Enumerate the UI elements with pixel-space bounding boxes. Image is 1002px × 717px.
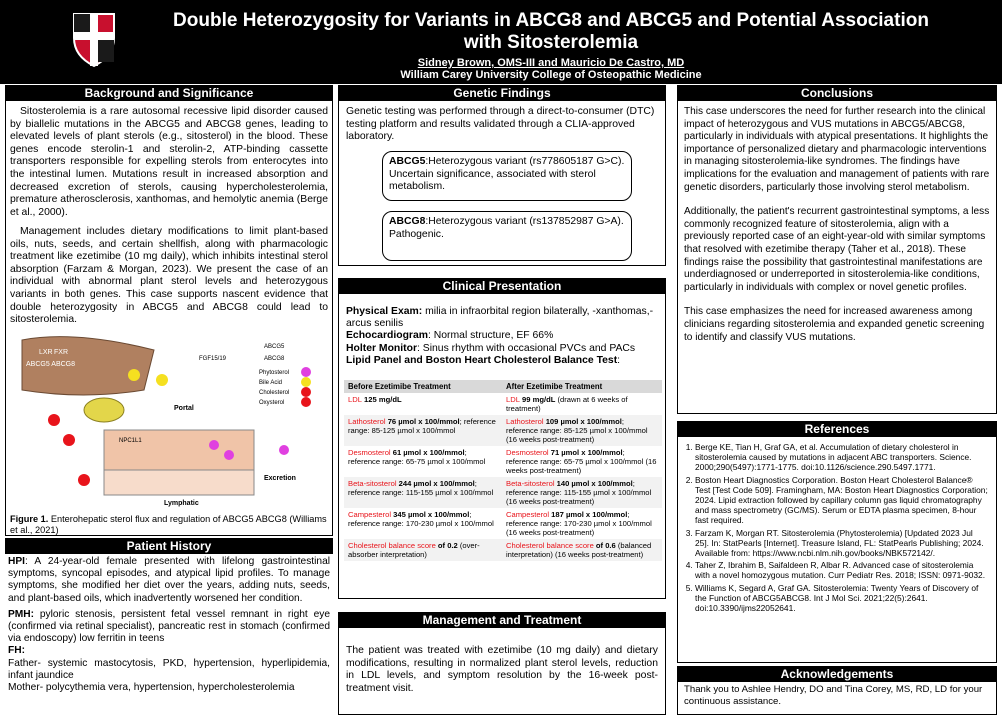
history-content: HPI: A 24-year-old female presented with lifelong gastrointestinal symptoms, syncopal episodes, and atypical lipid profiles. To manage symptoms, she modified her diet over the years, adding nuts, seeds, and plant-based oils, which inadvertently worsened her condition. PMH: pyloric stenosis, persistent fetal vessel remnant in right eye (confirmed via retinal specialist), pancreatic rest in stomach (confirmed via endoscopy) low ferritin in teens FH: Father- systemic mastocytosis, PKD, hypertension, hyperlipidemia, infant jaundice Mother- polycythemia vera, hypertension, hypercholesterolemia	[8, 556, 330, 694]
legend-ba-dot	[301, 377, 311, 387]
abcg5-variant-box: ABCG5:Heterozygous variant (rs778605187 G>C). Uncertain significance, associated with sterol metabolism.	[382, 151, 632, 201]
management-text: The patient was treated with ezetimibe (10 mg daily) and dietary modifications, resulting in normalized plant sterol levels, reduction in LDL levels, and symptom resolution by the 16-week post-treatment visit.	[346, 645, 658, 694]
table-header-after: After Ezetimibe Treatment	[502, 380, 662, 393]
c-dot-3	[78, 474, 90, 486]
figure-caption: Figure 1. Enterohepatic sterol flux and regulation of ABCG5 ABCG8 (Williams et al., 2021)	[10, 514, 327, 535]
reference-item: 1. Berge KE, Tian H, Graf GA, et al. Accumulation of dietary cholesterol in sitosterolemia caused by mutations in adjacent ABC transporters. Science. 2000;290(5497):1771-1775. doi:10.1126/science.290.5497.1771.	[695, 442, 989, 473]
fxr-label: FXR	[54, 349, 68, 356]
legend-ps-dot	[301, 367, 311, 377]
ba-dot-2	[156, 374, 168, 386]
reference-item: 3. Farzam K, Morgan RT. Sitosterolemia (Phytosterolemia) [Updated 2023 Jul 25]. In: StatPearls [Internet]. Treasure Island, FL: StatPearls Publishing; 2024. Available from: https://www.ncbi.nlm.nih.gov/books/NBK572142/.	[695, 528, 989, 559]
gallbladder	[84, 398, 124, 422]
legend-abcg8: ABCG8	[264, 356, 285, 362]
table-cell: Desmosterol 71 µmol x 100/mmol; reference range: 65-75 µmol x 100/mmol (16 weeks post-treatment)	[506, 448, 657, 475]
table-cell: Beta-sitosterol 140 µmol x 100/mmol; reference range: 115-155 µmol x 100/mmol (16 weeks post-treatment)	[502, 477, 662, 508]
table-row	[344, 393, 662, 415]
table-cell: LDL 99 mg/dL (drawn at 6 weeks of treatment)	[506, 395, 628, 413]
excretion-label: Excretion	[264, 475, 296, 482]
fgf-label: FGF15/19	[199, 356, 227, 362]
lymphatic-label: Lymphatic	[164, 500, 199, 507]
management-title: Management and Treatment	[338, 612, 666, 628]
legend-bile: Bile Acid	[259, 380, 283, 386]
poster-title: Double Heterozygosity for Variants in ABCG8 and ABCG5 and Potential Association with Sitosterolemia	[173, 10, 929, 53]
genetic-intro: Genetic testing was performed through a direct-to-consumer (DTC) testing platform and results validated through a CLIA-approved laboratory.	[346, 106, 655, 143]
background-paragraph-1: Sitosterolemia is a rare autosomal recessive lipid disorder caused by biallelic mutations in the ABCG5 and ABCG8 genes, leading to elevated levels of plant sterols (e.g., sitosterol) in the blood. These genes encode sterolin-1 and sterolin-2, ATP-binding cassette transporters responsible for expelling sterols from enterocytes into the intestinal lumen. Mutations result in increased absorption and decreased excretion of sterols, causing hypercholesterolemia, premature atherosclerosis, xanthomas, and hemolytic anemia (Berge et al., 2000).	[10, 106, 328, 218]
background-paragraph-2: Management includes dietary modifications to limit plant-based oils, nuts, seeds, and certain shellfish, along with pharmacologic treatment like ezetimibe (10 mg daily), which inhibits intestinal sterol absorption (Farzam & Morgan, 2023). We present the case of an individual with abnormal plant sterol levels and heterozygous variants in both genes. This case supports nascent evidence that double heterozygosity in ABCG5 and ABCG8 could lead to sitosterolemia.	[10, 226, 328, 326]
genetic-title: Genetic Findings	[338, 85, 666, 101]
ack-text: Thank you to Ashlee Hendry, DO and Tina Corey, MS, RD, LD for your continuous assistance.	[684, 684, 983, 707]
reference-item: 4. Taher Z, Ibrahim B, Saifaldeen R, Albar R. Advanced case of sitosterolemia with a novel homozygous mutation. Curr Pediatr Res. 2018; ISSN: 0971-9032.	[695, 560, 989, 580]
table-row	[344, 508, 662, 539]
table-cell: LDL 125 mg/dL	[348, 395, 402, 404]
references-title: References	[677, 421, 997, 437]
abcg8-variant-box: ABCG8:Heterozygous variant (rs137852987 G>A). Pathogenic.	[382, 211, 632, 261]
references-list	[683, 442, 989, 615]
table-header-before: Before Ezetimibe Treatment	[344, 380, 502, 393]
table-cell: Campesterol 345 µmol x 100/mmol; reference range: 170-230 µmol x 100/mmol	[348, 510, 494, 528]
intestine-lower	[104, 470, 254, 495]
table-cell: Campesterol 187 µmol x 100/mmol; reference range: 170-230 µmol x 100/mmol (16 weeks post-treatment)	[506, 510, 652, 537]
legend-oxy: Oxysterol	[259, 400, 285, 406]
npc-label: NPC1L1	[119, 438, 142, 444]
legend-os-dot	[301, 397, 311, 407]
table-row	[344, 446, 662, 477]
poster-header	[0, 0, 1002, 84]
ps-dot-3	[279, 445, 289, 455]
ba-dot-1	[128, 369, 140, 381]
table-row	[344, 415, 662, 446]
clinical-findings: Physical Exam: milia in infraorbital region bilaterally, -xanthomas,-arcus senilis Echocardiogram: Normal structure, EF 66% Holter Monitor: Sinus rhythm with occasional PVCs and PACs Lipid Panel and Boston Heart Cholesterol Balance Test:	[346, 306, 654, 366]
lipid-table	[344, 380, 662, 561]
lxr-label: LXR	[39, 349, 53, 356]
legend-c-dot	[301, 387, 311, 397]
c-dot-2	[63, 434, 75, 446]
c-dot-1	[48, 414, 60, 426]
ack-title: Acknowledgements	[677, 666, 997, 682]
history-title: Patient History	[5, 538, 333, 554]
legend-abcg5: ABCG5	[264, 344, 285, 350]
conclusions-text: This case underscores the need for further research into the clinical impact of heterozygous and VUS mutations in ABCG5/ABCG8, particularly in individuals with atypical presentations. It highlights the importance of personalized dietary and pharmacologic interventions in managing sitosterolemia-like syndromes. The findings have implications for the evaluation and management of patients with rare genetic disorders, particularly those involving sterol metabolism. Additionally, the patient's recurrent gastrointestinal symptoms, a less commonly recognized feature of sitosterolemia, align with a previously reported case of an eight-year-old with similar symptoms that resolved with ezetimibe therapy (Taher et al., 2018). These findings raise the possibility that gastrointestinal manifestations are underdiagnosed or underreported in sitosterolemia-like conditions, particularly in individuals with complex or novel genetic profiles. This case emphasizes the need for increased awareness among clinicians regarding sitosterolemia and expanded genetic screening to identify and classify VUS mutations.	[684, 106, 990, 343]
legend-chol: Cholesterol	[259, 390, 290, 396]
legend-phyto: Phytosterol	[259, 370, 290, 376]
background-title: Background and Significance	[5, 85, 333, 101]
table-row	[344, 477, 662, 508]
abcg58-label: ABCG5 ABCG8	[26, 361, 76, 368]
table-cell: Desmosterol 61 µmol x 100/mmol; reference range: 65-75 µmol x 100/mmol	[348, 448, 486, 466]
conclusions-title: Conclusions	[677, 85, 997, 101]
table-cell: Cholesterol balance score of 0.2 (over-absorber interpretation)	[344, 539, 502, 561]
ps-dot-1	[209, 440, 219, 450]
enterohepatic-figure	[14, 330, 329, 510]
reference-item: 5. Williams K, Segard A, Graf GA. Sitosterolemia: Twenty Years of Discovery of the Function of ABCG5ABCG8. Int J Mol Sci. 2021;22(5):2641. doi:10.3390/ijms22052641.	[695, 583, 989, 614]
table-cell: Lathosterol 109 µmol x 100/mmol; reference range: 85-125 µmol x 100/mmol (16 weeks post-treatment)	[502, 415, 662, 446]
portal-label: Portal	[174, 405, 194, 412]
table-cell: Lathosterol 76 µmol x 100/mmol; reference range: 85-125 µmol x 100/mmol	[344, 415, 502, 446]
reference-item: 2. Boston Heart Diagnostics Corporation. Boston Heart Cholesterol Balance® Test [Test Code 509]. Framingham, MA: Boston Heart Diagnostics Corporation; 2024. Lipid extraction followed by capillary column gas liquid chromatography and mass spectrometry (GC/MS). Serum or EDTA plasma specimen, 8-hour fast required.	[695, 475, 989, 526]
university-shield-logo	[72, 12, 116, 68]
authors: Sidney Brown, OMS-III and Mauricio De Castro, MD William Carey University College of Osteopathic Medicine	[400, 57, 702, 81]
intestine-upper	[104, 430, 254, 470]
clinical-title: Clinical Presentation	[338, 278, 666, 294]
table-cell: Beta-sitosterol 244 µmol x 100/mmol; reference range: 115-155 µmol x 100/mmol	[344, 477, 502, 508]
ps-dot-2	[224, 450, 234, 460]
table-row	[344, 539, 662, 561]
table-cell: Cholesterol balance score of 0.6 (balanced interpretation) (16 weeks post-treatment)	[502, 539, 662, 561]
